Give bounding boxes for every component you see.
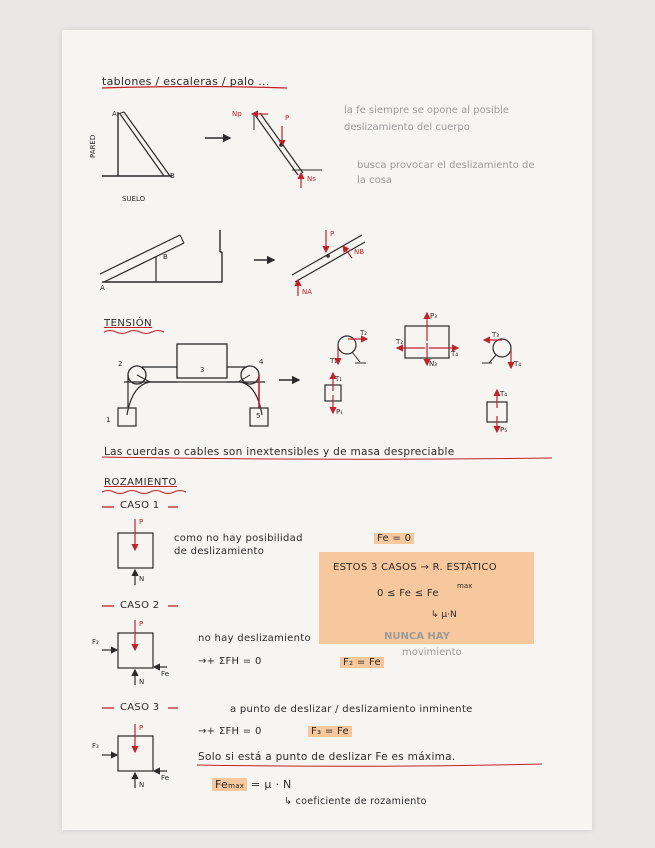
rozamiento-heading: ROZAMIENTO bbox=[104, 477, 177, 488]
label-t4: T₄ bbox=[451, 350, 459, 358]
label-b: B bbox=[170, 172, 175, 180]
label-t2: T₂ bbox=[396, 338, 404, 346]
note-max: max bbox=[457, 582, 473, 590]
label-1: 1 bbox=[106, 416, 111, 424]
caso1-label: CASO 1 bbox=[120, 500, 160, 511]
note-causes-slip: busca provocar el deslizamiento de la cosa bbox=[357, 160, 535, 186]
label-t3: T₃ bbox=[492, 331, 500, 339]
label-pared: PARED bbox=[89, 134, 97, 158]
caso2-f2: F₂ bbox=[92, 638, 99, 646]
label-5: 5 bbox=[256, 412, 261, 420]
label-t1a: T₁ bbox=[330, 357, 338, 365]
movimiento: movimiento bbox=[402, 647, 462, 658]
caso3-text2: Solo si está a punto de deslizar Fe es máxima. bbox=[198, 751, 456, 763]
caso2-p: P bbox=[139, 620, 144, 628]
page-title: tablones / escaleras / palo ... bbox=[102, 75, 270, 88]
label-t4b: T₄ bbox=[514, 360, 522, 368]
plank-fbd bbox=[292, 230, 365, 296]
femax-rhs: = μ · N bbox=[251, 778, 292, 791]
pulley-system-diagram bbox=[118, 344, 268, 426]
label-p1: P₁ bbox=[336, 408, 344, 416]
label-na: NA bbox=[302, 288, 313, 296]
f2-eq: F₂ = Fe bbox=[340, 657, 384, 668]
caso2-eq: →+ ΣFH = 0 bbox=[198, 656, 262, 667]
tension-heading: TENSIÓN bbox=[104, 318, 153, 329]
label-t4c: T₄ bbox=[500, 390, 508, 398]
label-b2: B bbox=[163, 253, 168, 261]
coef-note: ↳ coeficiente de rozamiento bbox=[284, 796, 427, 807]
label-2: 2 bbox=[118, 360, 123, 368]
caso3-p: P bbox=[139, 724, 144, 732]
caso3-n: N bbox=[139, 781, 145, 789]
femax-sub: max bbox=[228, 782, 245, 790]
note-line3: ↳ μ·N bbox=[431, 610, 457, 620]
caso3-f3: F₃ bbox=[92, 742, 99, 750]
caso1-n: N bbox=[139, 575, 145, 583]
note-friction-opposes: la fe siempre se opone al posible deslizamiento del cuerpo bbox=[344, 105, 509, 133]
caso3-underline bbox=[197, 764, 542, 766]
label-p2: P bbox=[330, 230, 335, 238]
caso2-n: N bbox=[139, 678, 145, 686]
label-3: 3 bbox=[200, 366, 205, 374]
note-line2: 0 ≤ Fe ≤ Fe bbox=[377, 588, 439, 599]
label-p5: P₅ bbox=[500, 426, 508, 434]
fbd-pulley-2 bbox=[338, 336, 367, 364]
tension-caption: Las cuerdas o cables son inextensibles y de masa despreciable bbox=[104, 446, 455, 458]
caso3-block bbox=[102, 724, 167, 788]
notebook-page bbox=[62, 30, 592, 830]
nunca-hay: NUNCA HAY bbox=[384, 631, 450, 642]
caso3-label: CASO 3 bbox=[120, 702, 160, 713]
caso1-block bbox=[118, 519, 153, 585]
caso1-text2: de deslizamiento bbox=[174, 546, 265, 557]
label-t1b: T₁ bbox=[335, 375, 343, 383]
label-nb: NB bbox=[354, 248, 365, 256]
label-ns: Ns bbox=[307, 175, 316, 183]
label-suelo: SUELO bbox=[122, 195, 146, 203]
label-a: A bbox=[112, 110, 117, 118]
ladder-wall-diagram bbox=[102, 112, 172, 176]
caso2-block bbox=[102, 620, 167, 685]
label-p: P bbox=[285, 114, 290, 122]
caso3-fe: Fe bbox=[161, 774, 169, 782]
fe-zero: Fe = 0 bbox=[374, 533, 414, 544]
femax-highlight bbox=[212, 778, 247, 791]
plank-step-diagram bbox=[100, 230, 222, 282]
femax-eq bbox=[212, 778, 292, 791]
note-line1: ESTOS 3 CASOS → R. ESTÁTICO bbox=[333, 562, 497, 573]
label-4: 4 bbox=[259, 358, 264, 366]
tension-underline bbox=[104, 331, 164, 334]
label-p3: P₃ bbox=[430, 312, 438, 320]
f3-eq: F₃ = Fe bbox=[308, 726, 352, 737]
fbd-pulley-4 bbox=[482, 339, 511, 368]
femax-fe: Fe bbox=[215, 778, 229, 791]
label-t2a: T₂ bbox=[360, 329, 368, 337]
caso2-label: CASO 2 bbox=[120, 600, 160, 611]
caso3-eq: →+ ΣFH = 0 bbox=[198, 726, 262, 737]
fbd-block-3 bbox=[397, 313, 458, 365]
caso2-fe: Fe bbox=[161, 670, 169, 678]
caso2-text: no hay deslizamiento bbox=[198, 633, 311, 644]
caso1-p: P bbox=[139, 518, 144, 526]
label-n3: N₃ bbox=[429, 360, 438, 368]
caso1-text1: como no hay posibilidad bbox=[174, 533, 303, 544]
caso3-text: a punto de deslizar / deslizamiento inminente bbox=[230, 704, 473, 715]
label-np: Np bbox=[232, 110, 242, 118]
rozamiento-underline bbox=[102, 491, 186, 494]
label-a2: A bbox=[100, 284, 105, 292]
